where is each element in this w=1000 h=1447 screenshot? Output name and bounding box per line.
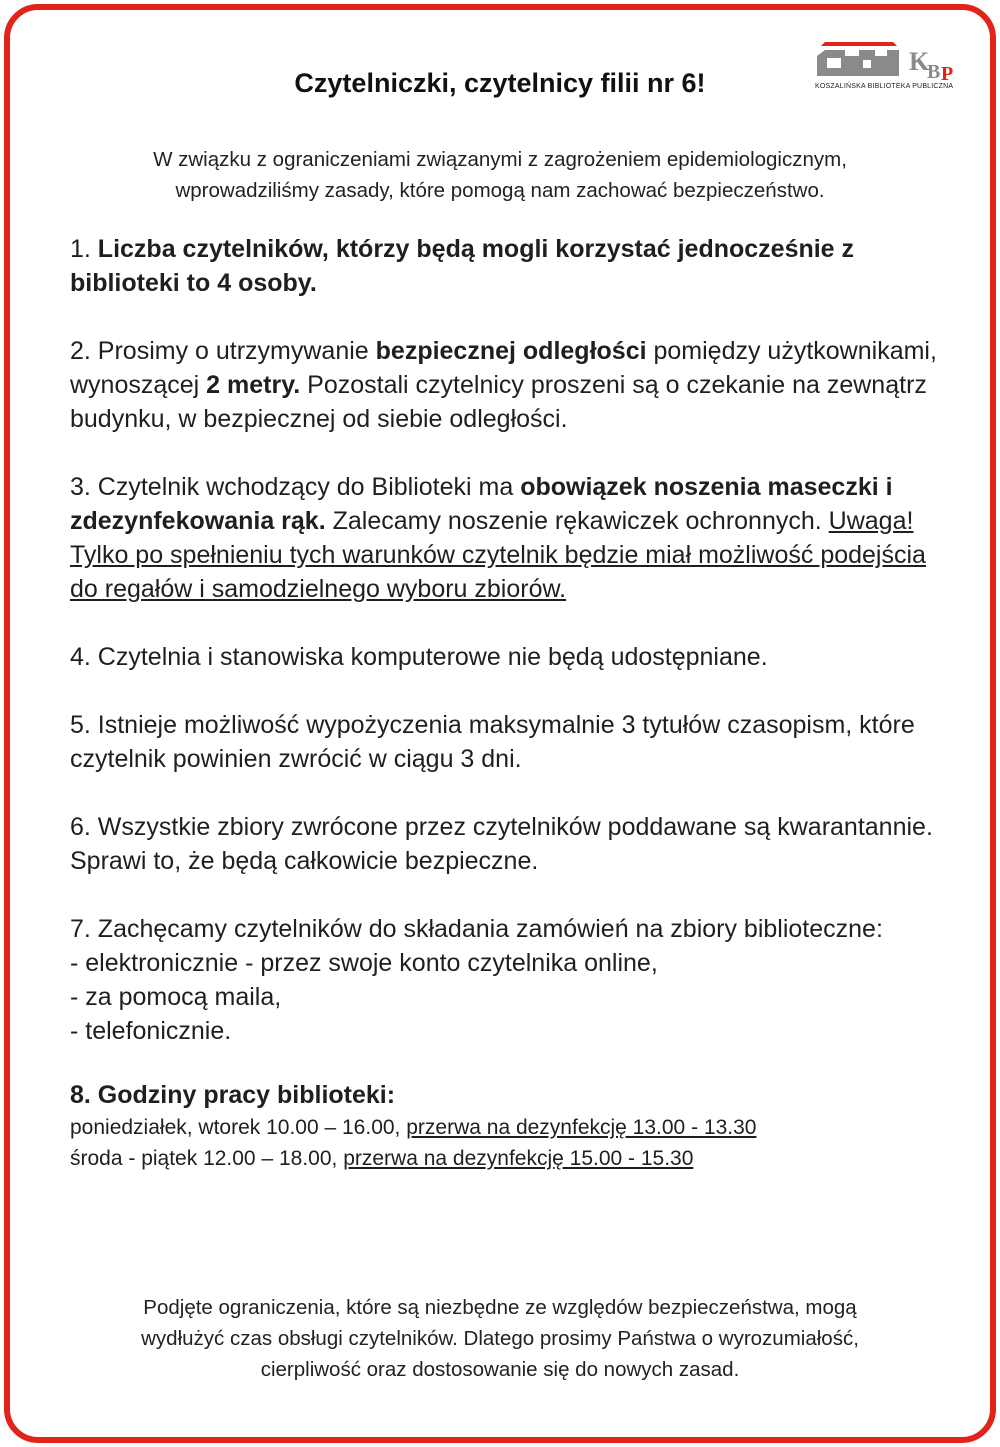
rule-3-bold: obowiązek noszenia maseczki i zdezynfekowania rąk. (70, 473, 893, 535)
rule-3 (70, 470, 950, 606)
rule-1-bold: Liczba czytelników, którzy będą mogli korzystać jednocześnie z biblioteki to 4 osoby. (70, 235, 855, 297)
hours-range: środa - piątek 12.00 – 18.00, (70, 1147, 344, 1170)
rule-3-underlined-warning: Uwaga! Tylko po spełnieniu tych warunków czytelnik będzie miał możliwość podejścia do regałów i samodzielnego wyboru zbiorów. (70, 507, 926, 603)
closing-line: Podjęte ograniczenia, które są niezbędne ze względów bezpieczeństwa, mogą (143, 1296, 857, 1319)
hours-range: poniedziałek, wtorek 10.00 – 16.00, (70, 1116, 407, 1139)
rules-list (70, 232, 950, 1174)
disinfection-break: przerwa na dezynfekcję 13.00 - 13.30 (406, 1116, 757, 1139)
rule-2-bold-distance: bezpiecznej odległości (375, 337, 647, 365)
svg-text:P: P (941, 63, 954, 85)
logo-caption: KOSZALIŃSKA BIBLIOTEKA PUBLICZNA (815, 83, 954, 90)
logo-building-red (821, 42, 897, 46)
rule-7-option: - telefonicznie. (70, 1017, 232, 1045)
intro-text (60, 144, 940, 206)
rule-7-lead: 7. Zachęcamy czytelników do składania zamówień na zbiory biblioteczne: (70, 915, 883, 943)
closing-line: wydłużyć czas obsługi czytelników. Dlatego prosimy Państwa o wyrozumiałość, (141, 1327, 859, 1350)
page-title: Czytelniczki, czytelnicy filii nr 6! (294, 68, 706, 98)
rule-8-opening-hours (70, 1078, 950, 1174)
rule-5: 5. Istnieje możliwość wypożyczenia maksymalnie 3 tytułów czasopism, które czytelnik powinien zwrócić w ciągu 3 dni. (70, 711, 915, 773)
hours-row (70, 1112, 950, 1143)
rule-6: 6. Wszystkie zbiory zwrócone przez czytelników poddawane są kwarantannie. Sprawi to, że będą całkowicie bezpieczne. (70, 813, 933, 875)
intro-line: wprowadziliśmy zasady, które pomogą nam zachować bezpieczeństwo. (175, 179, 825, 202)
disinfection-break: przerwa na dezynfekcję 15.00 - 15.30 (343, 1147, 694, 1170)
rule-2-bold-meters: 2 metry. (206, 371, 301, 399)
closing-line: cierpliwość oraz dostosowanie się do nowych zasad. (260, 1358, 740, 1381)
rule-4: 4. Czytelnia i stanowiska komputerowe nie będą udostępniane. (70, 643, 768, 671)
opening-hours-heading: 8. Godziny pracy biblioteki: (70, 1081, 396, 1109)
rule-2-text: 2. Prosimy o utrzymywanie (70, 337, 376, 365)
rule-7-option: - elektronicznie - przez swoje konto czytelnika online, (70, 949, 658, 977)
rule-3-text: 3. Czytelnik wchodzący do Biblioteki ma (70, 473, 521, 501)
rule-2-text: Pozostali czytelnicy proszeni są o czekanie na zewnątrz budynku, w bezpiecznej od siebie odległości. (70, 371, 927, 433)
rule-1 (70, 232, 950, 300)
rule-2-text: pomiędzy użytkownikami, wynoszącej (70, 337, 937, 399)
svg-text:B: B (927, 61, 941, 83)
rule-2 (70, 334, 950, 436)
rule-7 (70, 912, 950, 1048)
rule-number: 1. (70, 235, 98, 263)
rule-7-option: - za pomocą maila, (70, 983, 282, 1011)
logo-letters: K (909, 47, 930, 76)
rule-3-text: Zalecamy noszenie rękawiczek ochronnych. (325, 507, 829, 535)
hours-row (70, 1143, 950, 1174)
intro-line: W związku z ograniczeniami związanymi z zagrożeniem epidemiologicznym, (153, 148, 847, 171)
closing-note (60, 1292, 940, 1385)
